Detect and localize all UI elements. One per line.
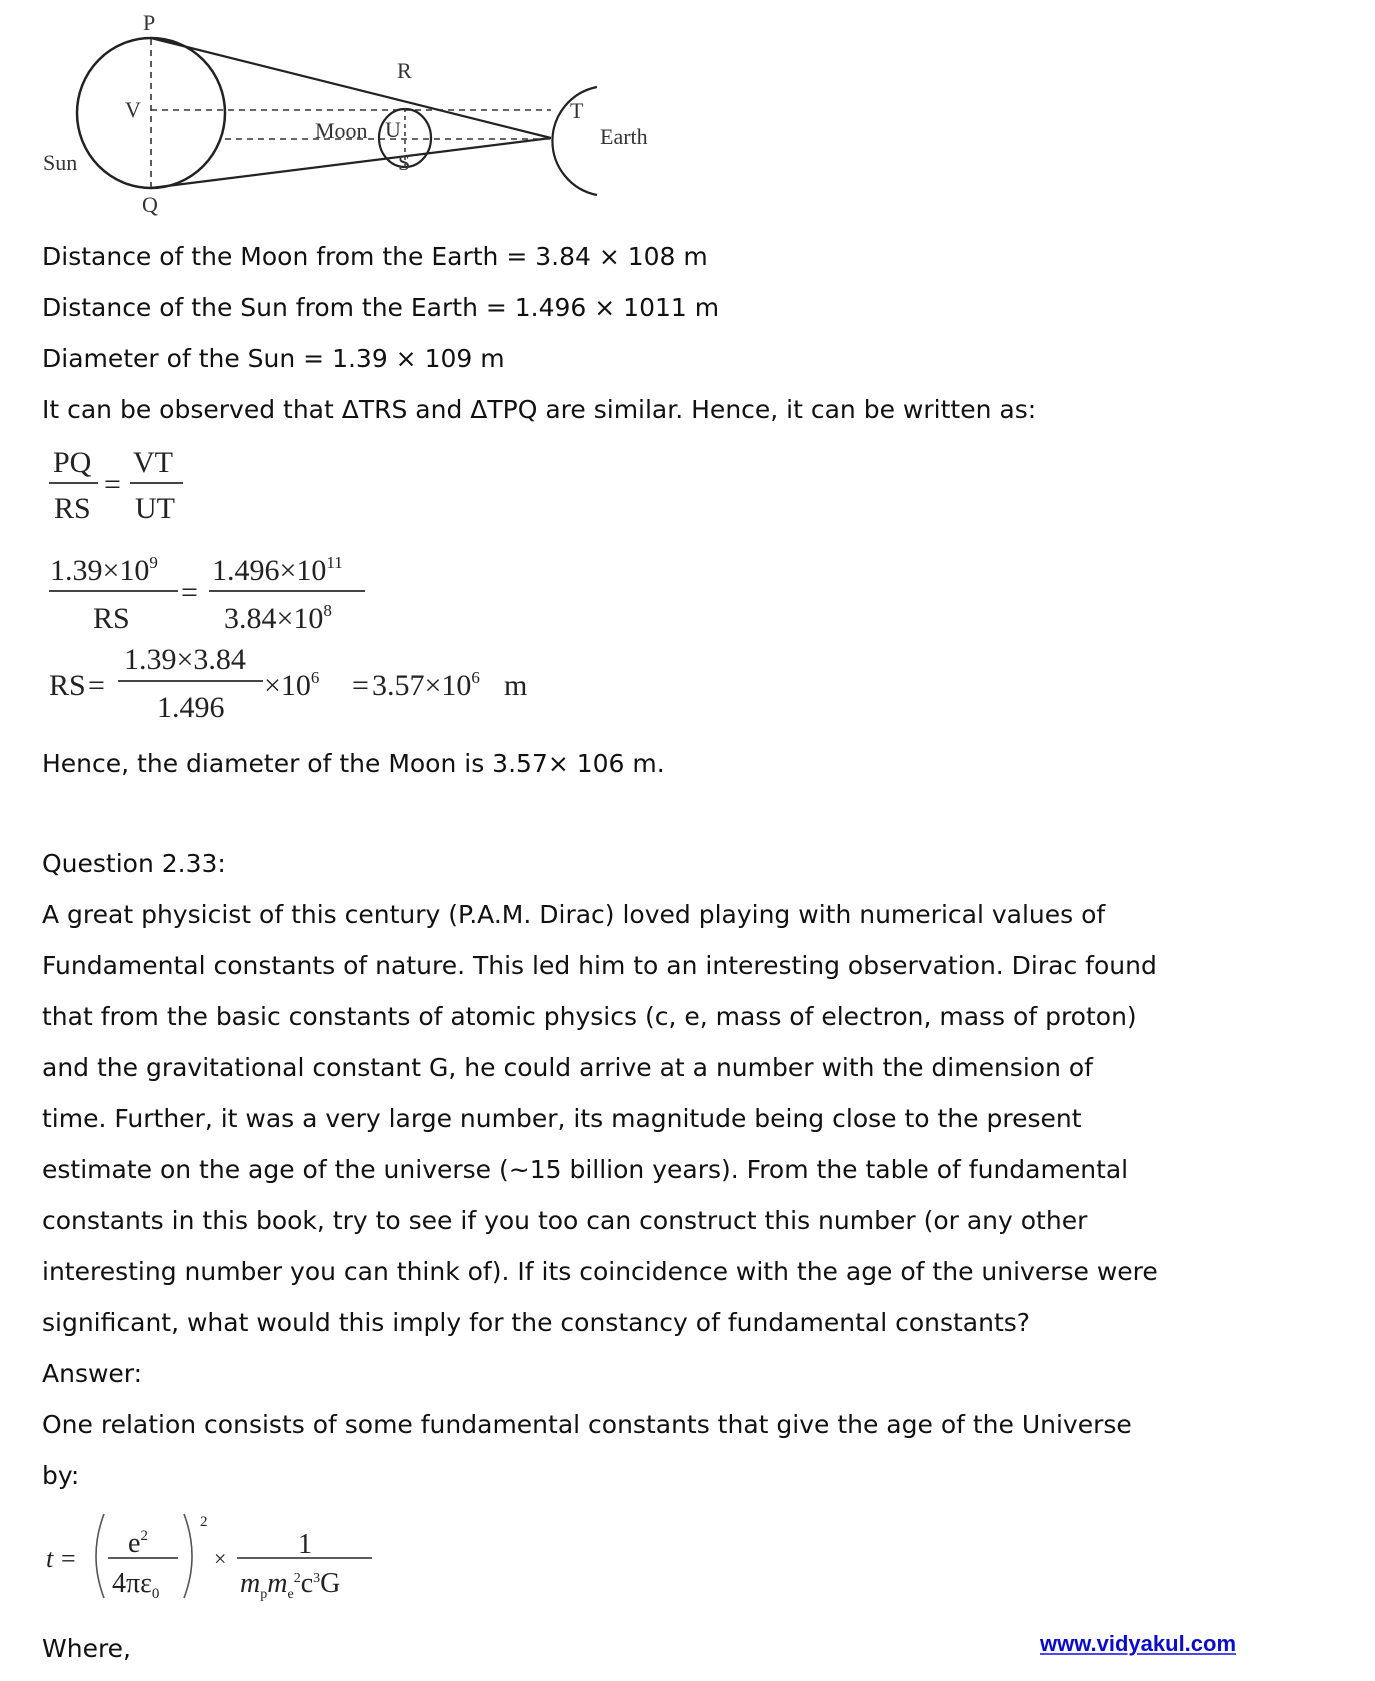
question-line: A great physicist of this century (P.A.M. Dirac) loved playing with numerical values of: [42, 900, 1106, 929]
label-earth: Earth: [600, 124, 648, 149]
question-line: Fundamental constants of nature. This led him to an interesting observation. Dirac found: [42, 951, 1157, 980]
question-line: constants in this book, try to see if you too can construct this number (or any other: [42, 1206, 1088, 1235]
eq2-den-left: RS: [93, 602, 130, 635]
eq2-den-right: $3.84\times 10^8$: [224, 601, 332, 635]
eq3-equals: =: [88, 669, 105, 702]
eq1-den-left: RS: [54, 492, 91, 525]
question-title: Question 2.33:: [42, 849, 226, 878]
formula-outer-exp: 2: [200, 1514, 208, 1530]
eq2-num-left: $1.39\times 10^9$: [50, 553, 158, 587]
equations: [0, 0, 1375, 760]
equation-result: [49, 643, 527, 724]
question-line: and the gravitational constant G, he could arrive at a number with the dimension of: [42, 1053, 1093, 1082]
eq3-lhs: RS: [49, 669, 86, 702]
eq2-equals: =: [181, 576, 198, 609]
formula-num2: 1: [298, 1529, 312, 1560]
formula-den: $4\pi\varepsilon_0$: [112, 1568, 160, 1602]
eq3-den: 1.496: [157, 691, 225, 724]
formula-lhs: t: [46, 1544, 54, 1573]
where-label: Where,: [42, 1634, 132, 1663]
equation-ratio: [49, 446, 183, 525]
formula-equals: =: [61, 1544, 76, 1573]
question-line: that from the basic constants of atomic physics (c, e, mass of electron, mass of proton): [42, 1002, 1137, 1031]
eq1-den-right: UT: [135, 492, 175, 525]
eq1-num-left: PQ: [53, 446, 92, 479]
label-v: V: [125, 97, 141, 122]
eq3-unit: m: [504, 669, 528, 702]
label-q: Q: [142, 192, 158, 217]
conclusion-text: Hence, the diameter of the Moon is 3.57× 106 m.: [42, 749, 665, 778]
formula-times: ×: [214, 1546, 227, 1571]
given-sun-distance: Distance of the Sun from the Earth = 1.496 × 1011 m: [42, 293, 720, 322]
formula-num: $e^2$: [128, 1528, 148, 1559]
question-line: estimate on the age of the universe (~15 billion years). From the table of fundamental: [42, 1155, 1129, 1184]
label-t: T: [570, 98, 584, 123]
answer-label: Answer:: [42, 1359, 143, 1388]
eq3-mult: $\times 10^6$: [264, 668, 320, 702]
eq3-equals-2: =: [352, 669, 369, 702]
eq1-equals: =: [104, 468, 121, 501]
label-s: S: [398, 150, 411, 175]
label-p: P: [143, 10, 156, 35]
label-sun: Sun: [43, 150, 78, 175]
answer-line: by:: [42, 1461, 80, 1490]
label-u: U: [385, 117, 401, 142]
eq2-num-right: $1.496\times 10^{11}$: [212, 553, 343, 587]
eq1-num-right: VT: [133, 446, 173, 479]
given-sun-diameter: Diameter of the Sun = 1.39 × 109 m: [42, 344, 505, 373]
question-line: interesting number you can think of). If its coincidence with the age of the universe were: [42, 1257, 1158, 1286]
label-moon: Moon: [315, 118, 368, 143]
vidyakul-link[interactable]: www.vidyakul.com: [1040, 1631, 1237, 1656]
label-r: R: [397, 58, 412, 83]
similar-triangles-statement: It can be observed that ΔTRS and ΔTPQ are similar. Hence, it can be written as:: [42, 395, 1037, 424]
formula-den2: $m_pm_e^2c^3G$: [240, 1568, 341, 1602]
given-moon-distance: Distance of the Moon from the Earth = 3.84 × 108 m: [42, 242, 708, 271]
question-line: significant, what would this imply for the constancy of fundamental constants?: [42, 1308, 1031, 1337]
left-paren: [96, 1514, 104, 1598]
right-paren: [184, 1514, 192, 1598]
answer-line: One relation consists of some fundamental constants that give the age of the Universe: [42, 1410, 1132, 1439]
eq3-result: $3.57\times 10^6$: [372, 668, 480, 702]
question-line: time. Further, it was a very large number, its magnitude being close to the present: [42, 1104, 1082, 1133]
eq3-num: 1.39×3.84: [124, 643, 246, 676]
equation-substituted: [49, 553, 365, 635]
